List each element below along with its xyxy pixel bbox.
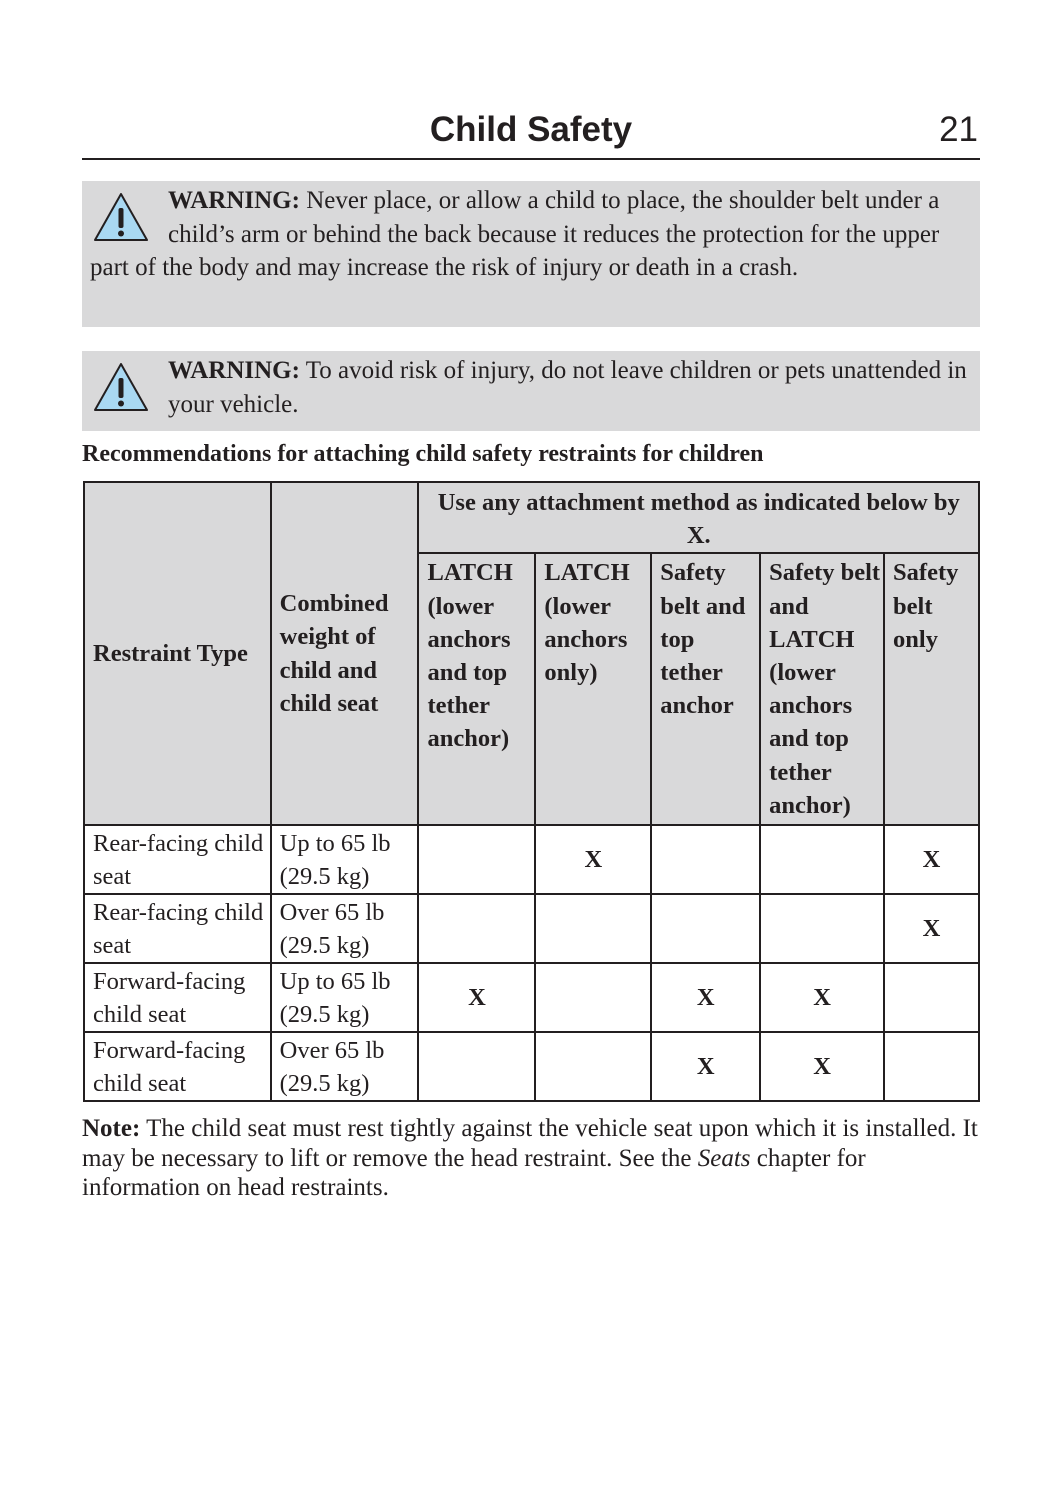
header-method-belt-latch: Safety belt and LATCH (lower anchors and top tether anchor): [760, 553, 884, 825]
mark-cell: [884, 963, 979, 1032]
mark-cell: [760, 894, 884, 963]
note-text: The child seat must rest tightly against the vehicle seat upon which it is installed. It may be necessary to lift or remove the head restraint. See the: [82, 1115, 978, 1172]
section-heading: Recommendations for attaching child safety restraints for children: [82, 441, 764, 467]
mark-cell: [884, 1032, 979, 1101]
mark-cell: [535, 1032, 651, 1101]
table-row: [84, 825, 979, 894]
mark-cell: [535, 894, 651, 963]
mark-cell: X: [884, 825, 979, 894]
warning-label: WARNING:: [168, 187, 300, 214]
mark-cell: [418, 1032, 535, 1101]
table-row: [84, 1032, 979, 1101]
mark-cell: X: [760, 963, 884, 1032]
weight-cell: Over 65 lb (29.5 kg): [271, 1032, 419, 1101]
header-method-latch-only: LATCH (lower anchors only): [535, 553, 651, 825]
header-method-belt-tether: Safety belt and top tether anchor: [651, 553, 760, 825]
header-method-latch-tether: LATCH (lower anchors and top tether anchor): [418, 553, 535, 825]
restraint-type-cell: Forward-facing child seat: [84, 1032, 271, 1101]
note: [82, 1114, 980, 1203]
mark-cell: X: [651, 963, 760, 1032]
mark-cell: X: [535, 825, 651, 894]
mark-cell: [418, 894, 535, 963]
header-method-belt-only: Safety belt only: [884, 553, 979, 825]
mark-cell: X: [884, 894, 979, 963]
restraint-type-cell: Forward-facing child seat: [84, 963, 271, 1032]
note-text-end: chapter for information on head restraints.: [82, 1144, 866, 1202]
warning-triangle-icon: [92, 190, 150, 246]
warning-box-1: [82, 181, 980, 327]
mark-cell: [760, 825, 884, 894]
table-row: [84, 963, 979, 1032]
page-title: Child Safety: [429, 110, 633, 149]
mark-cell: X: [651, 1032, 760, 1101]
table-row: [84, 894, 979, 963]
mark-cell: X: [418, 963, 535, 1032]
restraint-table: [83, 481, 980, 1102]
weight-cell: Over 65 lb (29.5 kg): [271, 894, 419, 963]
weight-cell: Up to 65 lb (29.5 kg): [271, 963, 419, 1032]
warning-text: Never place, or allow a child to place, the shoulder belt under a child’s arm or behind the back because it reduces the protection for the upper part of the body and may increase the risk of injury or death in a crash.: [90, 187, 940, 281]
mark-cell: [651, 894, 760, 963]
note-label: Note:: [82, 1115, 141, 1143]
page-number: 21: [939, 110, 978, 149]
weight-cell: Up to 65 lb (29.5 kg): [271, 825, 419, 894]
warning-text: To avoid risk of injury, do not leave children or pets unattended in your vehicle.: [168, 357, 967, 418]
header-attachment-group: Use any attachment method as indicated below by X.: [418, 482, 979, 553]
mark-cell: [651, 825, 760, 894]
mark-cell: [535, 963, 651, 1032]
restraint-type-cell: Rear-facing child seat: [84, 894, 271, 963]
page-header: [82, 108, 980, 160]
mark-cell: [418, 825, 535, 894]
mark-cell: X: [760, 1032, 884, 1101]
restraint-type-cell: Rear-facing child seat: [84, 825, 271, 894]
warning-label: WARNING:: [168, 357, 300, 384]
page: [82, 0, 980, 1203]
warning-triangle-icon: [92, 360, 150, 416]
warning-box-2: [82, 351, 980, 431]
note-italic: Seats: [697, 1144, 751, 1172]
header-combined-weight: Combined weight of child and child seat: [271, 482, 419, 825]
header-restraint-type: Restraint Type: [84, 482, 271, 825]
